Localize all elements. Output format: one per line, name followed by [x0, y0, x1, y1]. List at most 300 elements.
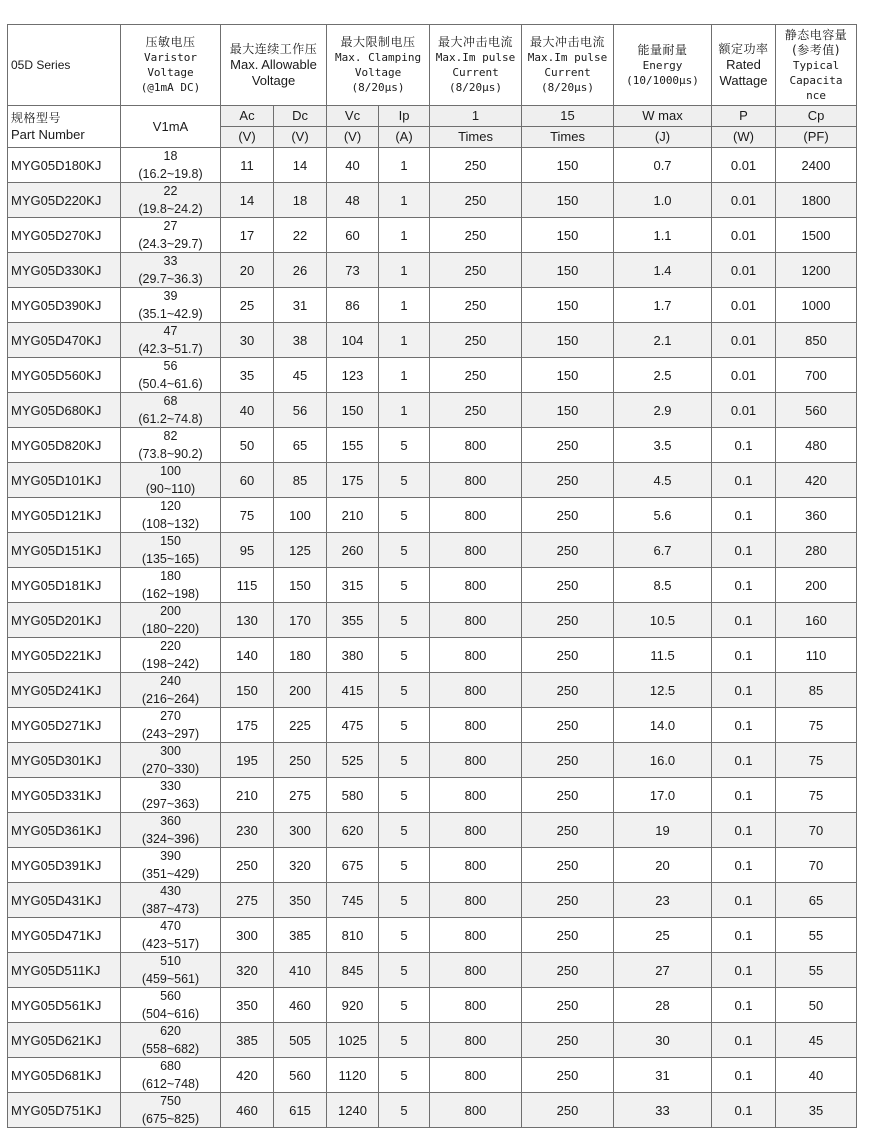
cell-p: 0.01 [712, 288, 776, 323]
cell-vc: 380 [327, 638, 379, 673]
voltage-range: (108~132) [141, 517, 200, 531]
cell-dc: 250 [274, 743, 327, 778]
sub-header-times-15: 15 [522, 106, 614, 127]
rated-wattage-en1: Rated [726, 56, 761, 72]
cell-ip: 1 [379, 323, 430, 358]
cell-ip: 5 [379, 778, 430, 813]
cell-t15: 250 [522, 428, 614, 463]
cell-vc: 845 [327, 953, 379, 988]
rated-wattage-en2: Wattage [719, 72, 768, 88]
cell-p: 0.01 [712, 323, 776, 358]
varistor-voltage-cell [121, 183, 221, 218]
cell-dc: 180 [274, 638, 327, 673]
cell-cp: 75 [776, 778, 857, 813]
part-number-cell: MYG05D391KJ [8, 848, 121, 883]
table-row [8, 673, 857, 708]
cell-p: 0.1 [712, 778, 776, 813]
cell-cp: 40 [776, 1058, 857, 1093]
part-number-cell: MYG05D271KJ [8, 708, 121, 743]
cell-cp: 70 [776, 813, 857, 848]
sub-header-ip: Ip [379, 106, 430, 127]
varistor-voltage-cell [121, 1058, 221, 1093]
varistor-voltage-en2: Voltage [147, 66, 194, 79]
varistor-voltage-cell [121, 568, 221, 603]
varistor-voltage-cell [121, 253, 221, 288]
varistor-voltage-cell [121, 778, 221, 813]
cell-ip: 5 [379, 568, 430, 603]
cell-ac: 40 [221, 393, 274, 428]
cell-vc: 355 [327, 603, 379, 638]
cell-vc: 210 [327, 498, 379, 533]
varistor-voltage-cell [121, 218, 221, 253]
table-row [8, 778, 857, 813]
varistor-voltage-cell [121, 533, 221, 568]
cell-ip: 5 [379, 708, 430, 743]
part-number-cell: MYG05D361KJ [8, 813, 121, 848]
table-row [8, 498, 857, 533]
cell-dc: 18 [274, 183, 327, 218]
part-number-cell: MYG05D560KJ [8, 358, 121, 393]
cell-vc: 150 [327, 393, 379, 428]
clamping-voltage-en2: Voltage [354, 66, 402, 79]
cell-dc: 275 [274, 778, 327, 813]
part-number-cell: MYG05D751KJ [8, 1093, 121, 1128]
cell-w: 14.0 [614, 708, 712, 743]
cell-t1: 250 [430, 288, 522, 323]
varistor-voltage-cell [121, 883, 221, 918]
cell-t15: 250 [522, 848, 614, 883]
cell-t1: 800 [430, 1093, 522, 1128]
cell-w: 17.0 [614, 778, 712, 813]
rated-wattage-cn: 额定功率 [718, 41, 769, 56]
pulse-current-1-cn: 最大冲击电流 [438, 35, 514, 49]
cell-vc: 810 [327, 918, 379, 953]
cell-ip: 5 [379, 498, 430, 533]
cell-p: 0.1 [712, 638, 776, 673]
table-row [8, 638, 857, 673]
cell-t1: 800 [430, 743, 522, 778]
clamping-voltage-cn: 最大限制电压 [340, 35, 416, 49]
voltage-range: (423~517) [141, 937, 200, 951]
cell-dc: 100 [274, 498, 327, 533]
cell-p: 0.1 [712, 533, 776, 568]
table-row [8, 1058, 857, 1093]
unit-ip: (A) [379, 127, 430, 148]
cell-ac: 175 [221, 708, 274, 743]
cell-w: 25 [614, 918, 712, 953]
cell-p: 0.1 [712, 428, 776, 463]
cell-cp: 420 [776, 463, 857, 498]
cell-dc: 150 [274, 568, 327, 603]
cell-t1: 800 [430, 498, 522, 533]
cell-p: 0.01 [712, 393, 776, 428]
unit-p: (W) [712, 127, 776, 148]
energy-en1: Energy [642, 58, 683, 72]
cell-ip: 5 [379, 883, 430, 918]
cell-t1: 250 [430, 183, 522, 218]
cell-ip: 5 [379, 638, 430, 673]
cell-cp: 480 [776, 428, 857, 463]
varistor-voltage-cell [121, 708, 221, 743]
nominal-voltage: 82 [163, 429, 178, 443]
cell-p: 0.1 [712, 988, 776, 1023]
cell-dc: 460 [274, 988, 327, 1023]
cell-p: 0.1 [712, 953, 776, 988]
cell-w: 2.1 [614, 323, 712, 358]
cell-vc: 620 [327, 813, 379, 848]
cell-ac: 250 [221, 848, 274, 883]
cell-t1: 800 [430, 1058, 522, 1093]
sub-header-dc: Dc [274, 106, 327, 127]
table-row [8, 288, 857, 323]
cell-w: 4.5 [614, 463, 712, 498]
cell-t1: 800 [430, 883, 522, 918]
cell-ac: 210 [221, 778, 274, 813]
cell-dc: 200 [274, 673, 327, 708]
series-title: 05D Series [8, 25, 121, 106]
part-number-cell: MYG05D221KJ [8, 638, 121, 673]
table-row [8, 743, 857, 778]
table-row [8, 393, 857, 428]
voltage-range: (180~220) [141, 622, 200, 636]
sub-header-times-1: 1 [430, 106, 522, 127]
cell-w: 28 [614, 988, 712, 1023]
cell-t15: 150 [522, 288, 614, 323]
cell-cp: 360 [776, 498, 857, 533]
cell-vc: 60 [327, 218, 379, 253]
voltage-range: (387~473) [141, 902, 200, 916]
cell-t1: 250 [430, 358, 522, 393]
part-number-cell: MYG05D621KJ [8, 1023, 121, 1058]
cell-ac: 460 [221, 1093, 274, 1128]
nominal-voltage: 22 [163, 184, 178, 198]
varistor-voltage-cell [121, 813, 221, 848]
cell-ac: 20 [221, 253, 274, 288]
nominal-voltage: 680 [160, 1059, 181, 1073]
capacitance-cn2: (参考值) [792, 42, 840, 57]
cell-cp: 70 [776, 848, 857, 883]
cell-dc: 350 [274, 883, 327, 918]
cell-cp: 1000 [776, 288, 857, 323]
sub-header-vc: Vc [327, 106, 379, 127]
cell-t15: 250 [522, 778, 614, 813]
cell-ip: 1 [379, 148, 430, 183]
cell-p: 0.1 [712, 883, 776, 918]
part-number-cell: MYG05D511KJ [8, 953, 121, 988]
cell-t15: 150 [522, 253, 614, 288]
cell-dc: 38 [274, 323, 327, 358]
cell-ip: 5 [379, 603, 430, 638]
voltage-range: (612~748) [141, 1077, 200, 1091]
cell-dc: 22 [274, 218, 327, 253]
cell-w: 27 [614, 953, 712, 988]
cell-w: 1.4 [614, 253, 712, 288]
cell-vc: 155 [327, 428, 379, 463]
cell-t15: 150 [522, 323, 614, 358]
energy-header [614, 25, 712, 106]
nominal-voltage: 33 [163, 254, 178, 268]
cell-cp: 45 [776, 1023, 857, 1058]
varistor-voltage-cell [121, 393, 221, 428]
cell-t15: 150 [522, 393, 614, 428]
cell-t1: 800 [430, 813, 522, 848]
allowable-voltage-header [221, 25, 327, 106]
cell-t1: 250 [430, 253, 522, 288]
nominal-voltage: 470 [160, 919, 181, 933]
cell-w: 6.7 [614, 533, 712, 568]
cell-w: 31 [614, 1058, 712, 1093]
cell-dc: 410 [274, 953, 327, 988]
cell-dc: 560 [274, 1058, 327, 1093]
cell-t1: 800 [430, 953, 522, 988]
pulse-current-1-header [430, 25, 522, 106]
varistor-voltage-cell [121, 498, 221, 533]
cell-dc: 45 [274, 358, 327, 393]
nominal-voltage: 39 [163, 289, 178, 303]
cell-ip: 5 [379, 428, 430, 463]
cell-p: 0.1 [712, 743, 776, 778]
cell-t15: 250 [522, 813, 614, 848]
varistor-voltage-cell [121, 1093, 221, 1128]
varistor-voltage-en3: (@1mA DC) [140, 81, 201, 94]
allowable-voltage-cn: 最大连续工作压 [229, 41, 318, 56]
cell-dc: 65 [274, 428, 327, 463]
voltage-range: (162~198) [141, 587, 200, 601]
cell-t1: 250 [430, 323, 522, 358]
cell-ac: 130 [221, 603, 274, 638]
voltage-range: (50.4~61.6) [138, 377, 203, 391]
cell-vc: 1120 [327, 1058, 379, 1093]
voltage-range: (558~682) [141, 1042, 200, 1056]
nominal-voltage: 180 [160, 569, 181, 583]
cell-ip: 5 [379, 673, 430, 708]
unit-ac: (V) [221, 127, 274, 148]
nominal-voltage: 620 [160, 1024, 181, 1038]
cell-t1: 800 [430, 638, 522, 673]
cell-cp: 55 [776, 918, 857, 953]
cell-cp: 560 [776, 393, 857, 428]
nominal-voltage: 300 [160, 744, 181, 758]
part-number-cn: 规格型号 [11, 111, 62, 125]
table-row [8, 533, 857, 568]
cell-dc: 56 [274, 393, 327, 428]
nominal-voltage: 18 [163, 149, 178, 163]
table-row [8, 463, 857, 498]
cell-ac: 150 [221, 673, 274, 708]
cell-dc: 505 [274, 1023, 327, 1058]
cell-cp: 35 [776, 1093, 857, 1128]
table-row [8, 183, 857, 218]
table-row [8, 603, 857, 638]
table-row [8, 708, 857, 743]
varistor-voltage-cell [121, 848, 221, 883]
header-row-symbols [8, 106, 857, 127]
voltage-range: (42.3~51.7) [138, 342, 203, 356]
cell-t15: 250 [522, 498, 614, 533]
varistor-voltage-cell [121, 288, 221, 323]
varistor-voltage-cell [121, 323, 221, 358]
cell-t15: 250 [522, 1058, 614, 1093]
cell-ac: 14 [221, 183, 274, 218]
cell-p: 0.1 [712, 848, 776, 883]
part-number-cell: MYG05D101KJ [8, 463, 121, 498]
v1ma-header: V1mA [121, 106, 221, 148]
voltage-range: (459~561) [141, 972, 200, 986]
cell-t1: 800 [430, 603, 522, 638]
cell-ac: 30 [221, 323, 274, 358]
cell-w: 2.9 [614, 393, 712, 428]
table-row [8, 918, 857, 953]
cell-ip: 1 [379, 183, 430, 218]
cell-w: 0.7 [614, 148, 712, 183]
voltage-range: (675~825) [141, 1112, 200, 1126]
table-row [8, 988, 857, 1023]
cell-cp: 110 [776, 638, 857, 673]
cell-w: 1.1 [614, 218, 712, 253]
unit-times-15: Times [522, 127, 614, 148]
cell-p: 0.1 [712, 708, 776, 743]
part-number-cell: MYG05D201KJ [8, 603, 121, 638]
cell-ac: 25 [221, 288, 274, 323]
cell-t1: 800 [430, 1023, 522, 1058]
nominal-voltage: 750 [160, 1094, 181, 1108]
part-number-cell: MYG05D330KJ [8, 253, 121, 288]
nominal-voltage: 360 [160, 814, 181, 828]
cell-ip: 5 [379, 848, 430, 883]
cell-t1: 250 [430, 393, 522, 428]
voltage-range: (297~363) [141, 797, 200, 811]
cell-p: 0.1 [712, 1023, 776, 1058]
clamping-voltage-en1: Max. Clamping [334, 51, 422, 64]
nominal-voltage: 560 [160, 989, 181, 1003]
cell-t1: 250 [430, 218, 522, 253]
cell-t15: 250 [522, 533, 614, 568]
varistor-voltage-header [121, 25, 221, 106]
part-number-cell: MYG05D241KJ [8, 673, 121, 708]
varistor-voltage-cell [121, 743, 221, 778]
part-number-header [8, 106, 121, 148]
cell-cp: 700 [776, 358, 857, 393]
cell-t1: 800 [430, 988, 522, 1023]
cell-dc: 125 [274, 533, 327, 568]
cell-w: 30 [614, 1023, 712, 1058]
cell-ac: 320 [221, 953, 274, 988]
part-number-cell: MYG05D220KJ [8, 183, 121, 218]
cell-t15: 250 [522, 603, 614, 638]
cell-t15: 250 [522, 708, 614, 743]
cell-vc: 475 [327, 708, 379, 743]
part-number-cell: MYG05D121KJ [8, 498, 121, 533]
cell-p: 0.1 [712, 463, 776, 498]
cell-vc: 123 [327, 358, 379, 393]
part-number-cell: MYG05D470KJ [8, 323, 121, 358]
capacitance-cn1: 静态电容量 [784, 27, 848, 42]
cell-vc: 920 [327, 988, 379, 1023]
part-number-cell: MYG05D180KJ [8, 148, 121, 183]
table-row [8, 848, 857, 883]
cell-ip: 1 [379, 393, 430, 428]
cell-vc: 48 [327, 183, 379, 218]
voltage-range: (351~429) [141, 867, 200, 881]
voltage-range: (135~165) [141, 552, 200, 566]
varistor-voltage-cell [121, 358, 221, 393]
cell-t15: 250 [522, 638, 614, 673]
cell-ac: 115 [221, 568, 274, 603]
cell-p: 0.01 [712, 148, 776, 183]
cell-ip: 5 [379, 988, 430, 1023]
cell-ac: 420 [221, 1058, 274, 1093]
cell-t15: 250 [522, 1093, 614, 1128]
cell-ip: 5 [379, 813, 430, 848]
capacitance-en3: nce [806, 88, 826, 102]
voltage-range: (19.8~24.2) [138, 202, 203, 216]
cell-w: 5.6 [614, 498, 712, 533]
varistor-voltage-cell [121, 988, 221, 1023]
cell-ac: 350 [221, 988, 274, 1023]
clamping-voltage-header [327, 25, 430, 106]
table-row [8, 568, 857, 603]
nominal-voltage: 68 [163, 394, 178, 408]
cell-t15: 250 [522, 673, 614, 708]
pulse-current-1-en2: Current [452, 66, 499, 79]
capacitance-en2: Capacita [789, 73, 843, 87]
cell-dc: 385 [274, 918, 327, 953]
cell-vc: 415 [327, 673, 379, 708]
part-number-cell: MYG05D681KJ [8, 1058, 121, 1093]
nominal-voltage: 270 [160, 709, 181, 723]
table-row [8, 358, 857, 393]
unit-dc: (V) [274, 127, 327, 148]
cell-cp: 50 [776, 988, 857, 1023]
varistor-voltage-cell [121, 148, 221, 183]
cell-w: 8.5 [614, 568, 712, 603]
cell-t1: 800 [430, 918, 522, 953]
cell-ip: 5 [379, 953, 430, 988]
cell-t1: 800 [430, 673, 522, 708]
cell-vc: 175 [327, 463, 379, 498]
energy-cn: 能量耐量 [637, 42, 688, 57]
cell-cp: 1800 [776, 183, 857, 218]
allowable-voltage-en1: Max. Allowable [230, 56, 317, 72]
voltage-range: (90~110) [145, 482, 196, 496]
cell-cp: 55 [776, 953, 857, 988]
cell-p: 0.1 [712, 673, 776, 708]
cell-cp: 75 [776, 743, 857, 778]
nominal-voltage: 430 [160, 884, 181, 898]
cell-p: 0.1 [712, 568, 776, 603]
varistor-voltage-cell [121, 673, 221, 708]
sub-header-p: P [712, 106, 776, 127]
varistor-voltage-cell [121, 918, 221, 953]
pulse-current-15-header [522, 25, 614, 106]
cell-p: 0.1 [712, 498, 776, 533]
cell-vc: 675 [327, 848, 379, 883]
cell-w: 16.0 [614, 743, 712, 778]
voltage-range: (270~330) [141, 762, 200, 776]
voltage-range: (73.8~90.2) [138, 447, 203, 461]
varistor-voltage-cell [121, 1023, 221, 1058]
part-number-cell: MYG05D151KJ [8, 533, 121, 568]
cell-p: 0.01 [712, 253, 776, 288]
unit-vc: (V) [327, 127, 379, 148]
cell-dc: 225 [274, 708, 327, 743]
part-number-cell: MYG05D270KJ [8, 218, 121, 253]
cell-t1: 800 [430, 848, 522, 883]
cell-t1: 800 [430, 463, 522, 498]
cell-ip: 1 [379, 288, 430, 323]
cell-t1: 800 [430, 708, 522, 743]
cell-t15: 250 [522, 568, 614, 603]
